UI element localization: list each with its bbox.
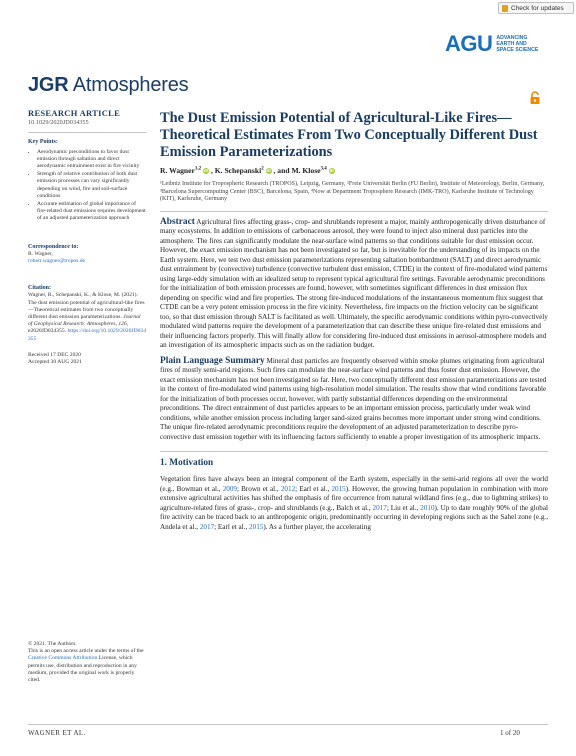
citation-heading: Citation: [28, 285, 51, 292]
accepted-date: Accepted 30 AUG 2021 [28, 359, 82, 366]
citation-year-link[interactable]: 2017 [372, 503, 387, 512]
correspondence-heading: Correspondence to: [28, 243, 79, 250]
key-point: • Aerodynamic preconditions to favor dust emission through saltation and direct aerodynamic entrainment exist in fire vicinity [37, 149, 146, 171]
motivation-text-segment: ). Up to date roughly 90% of the global fire activity can be traced back to an anthropogenic origin, predominantly occurring in developing regions such as the Sahel zone (e.g., Andela et al., [160, 503, 548, 531]
abstract-text: Agricultural fires affecting grass-, crop- and shrublands represent a major, mainly anthropogenically driven disturbance of many ecosystems. In addition to emissions of carbonaceous aerosol, they were found to inject also mineral dust particles into the atmosphere. The fires can significantly modulate the near-surface wind patterns so that conditions suitable for dust emission occur. However, the exact emission mechanism has not been investigated so far, but is inevitable for the understanding of its impacts on the Earth system. Here, we test two dust emission parameterizations representing saltation bombardment (SALT) and direct aerodynamic dust entrainment by (convective) turbulence (convective turbulent dust emission, CTDE) in the context of fire-modulated wind patterns using large-eddy simulation with an idealized setup to represent typical agricultural fire settings. Favorable aerodynamic preconditions for the initialization of both emission processes are found, however, with sometimes significant differences in dust emission flux depending on specific wind and fire properties. The strong fire-induced modulations of the instantaneous momentum flux suggest that CTDE can be a very potent emission process in the fire vicinity. Nevertheless, fire impacts on the friction velocity can be significant too, so that dust emission through SALT is facilitated as well. Ultimately, the specific aerodynamic conditions within pyro-convectively modulated wind patterns require the development of a parameterization that can describe these unique fire-related dust emissions and their influencing factors properly. This will finally allow for considering fire-induced dust emissions in aerosol-atmosphere models and an investigation of its atmospheric impacts such as on the radiation budget. [160, 217, 548, 350]
divider [160, 451, 548, 452]
key-point: • Strength of relative contribution of both dust emission processes can vary significantly depending on wind, fire and soil-surface conditions [37, 171, 146, 200]
author-name[interactable]: R. Wagner [160, 166, 195, 175]
divider [160, 211, 548, 212]
motivation-text-segment: ; Liu et al., [386, 503, 421, 512]
citation-doi-link[interactable]: https://doi.org/10.1029/2020JD034355 [28, 328, 146, 342]
citation-year-link[interactable]: 2017 [199, 522, 215, 531]
citation-year-link[interactable]: 2015 [249, 522, 264, 531]
open-access-lock-icon [528, 91, 542, 105]
received-date: Received 17 DEC 2020 [28, 351, 81, 358]
motivation-text-segment: ). However, the growing human population in combination with more extensive agricultural activities has shifted the emphasis of fire occurrence from natural wildland fires (e.g., due to lightning strikes) to agriculture-related fires of grass-, crop- and shrublands (e.g., Balch et al., [160, 484, 548, 512]
citation-year-link[interactable]: 2012 [280, 484, 296, 493]
plain-language-summary [160, 357, 548, 443]
creative-commons-link[interactable]: Creative Commons Attribution [28, 655, 98, 662]
orcid-icon[interactable]: iD [204, 168, 209, 173]
agu-logo [445, 31, 573, 57]
copyright-notice: © 2021. The Authors. This is an open access article under the terms of the Creative Commons Attribution License, which permits use, distribution and reproduction in any medium, provided the original work is properly cited. [28, 641, 144, 684]
key-point: • Accurate estimation of global importance of fire-related dust emissions requires development of an adjusted parameterization approach [37, 201, 146, 223]
correspondence-email-link[interactable]: robert.wagner@tropos.de [28, 258, 86, 265]
motivation-text-segment: Vegetation fires have always been an integral component of the Earth system, especially in the semi-arid regions all over the world (e.g., Bowman et al., [160, 475, 548, 493]
abstract [160, 218, 548, 351]
section-heading-motivation: 1. Motivation [160, 458, 214, 469]
motivation-text-segment: ; Brown et al., [236, 484, 281, 493]
author-list: R. Wagner$^{1,2}$ iD , K. Schepanski$^2$ iD , and M. Klose$^{3,4}$ iD [160, 166, 334, 175]
check-updates-label: Check for updates [511, 4, 564, 12]
author-name[interactable]: , and M. Klose [273, 166, 321, 175]
footer-running-head: WAGNER ET AL. [28, 729, 86, 737]
motivation-text-segment: ; Earl et al., [214, 522, 250, 531]
key-points-list [28, 149, 146, 223]
agu-tagline: ADVANCING EARTH AND SPACE SCIENCE [496, 35, 539, 53]
motivation-text [160, 475, 548, 532]
check-for-updates-button[interactable] [498, 2, 574, 14]
bookmark-icon [502, 5, 508, 12]
agu-wordmark: AGU [445, 31, 493, 56]
plain-language-summary-text: Mineral dust particles are frequently observed within smoke plumes originating from agricultural fires of mostly semi-arid regions. Such fires can modulate the near-surface wind patterns and thus foster dust emission. However, the exact emission mechanism has not been investigated so far. Here, two conceptually different dust emission parameterizations are tested in the context of fire-modulated wind patterns using high-resolution model simulation. The results show that wind conditions favorable for the initialization of both processes occur, however, with partly substantial differences depending on the environmental preconditions. The direct entrainment of dust particles appears to be an important emission process, particularly under weak wind conditions, while another emission process including larger sand-sized grains becomes more important under strong wind conditions. The unique fire-related aerodynamic preconditions require the development of an adjusted parameterization to describe pyro-convective dust emission together with its influencing factors sufficiently to enable a proper investigation of its atmospheric impacts. [160, 356, 547, 441]
author-name[interactable]: , K. Schepanski [210, 166, 262, 175]
citation-year-link[interactable]: 2009 [222, 484, 237, 493]
citation-year-link[interactable]: 2015 [331, 484, 346, 493]
abstract-heading: Abstract [160, 216, 195, 227]
correspondence-name: R. Wagner, [28, 250, 53, 257]
orcid-icon[interactable]: iD [266, 168, 271, 173]
key-points-heading: Key Points: [28, 139, 58, 146]
citation-text: Wagner, R., Schepanski, K., & Klose, M. (2021). The dust emission potential of agricultural-like fires—Theoretical estimates from two conceptually different dust emission parameterizations. Journal of Geophysical Research: Atmospheres, 126, e2020JD034355. https://doi.org/10.1029/2020JD034355 [28, 292, 146, 342]
sidebar [28, 110, 146, 366]
article-doi: 10.1029/2020JD034355 [28, 119, 89, 127]
motivation-text-segment: ). As a further player, the accelerating [263, 522, 371, 531]
divider [28, 132, 146, 133]
motivation-text-segment: ; Earl et al., [295, 484, 332, 493]
footer-page-number: 1 of 20 [500, 729, 520, 737]
main-content [160, 110, 548, 532]
plain-language-summary-heading: Plain Language Summary [160, 355, 265, 366]
orcid-icon[interactable]: iD [329, 168, 334, 173]
citation-year-link[interactable]: 2010 [420, 503, 435, 512]
article-type: RESEARCH ARTICLE [28, 108, 121, 118]
footer-divider [28, 724, 548, 725]
affiliations: ¹Leibniz Institute for Tropospheric Research (TROPOS), Leipzig, Germany, ²Freie Universität Berlin (FU Berlin), Institute of Meteorology, Berlin, Germany, ³Barcelona Supercomputing Center (BSC), Barcelona, Spain, ⁴Now at Department Troposphere Research (IMK-TRO), Karlsruhe Institute of Technology (KIT), Karlsruhe, Germany [160, 181, 545, 203]
paper-title: The Dust Emission Potential of Agricultural-Like Fires—Theoretical Estimates From Two Conceptually Different Dust Emission Parameterizations [160, 110, 538, 160]
journal-title: JGR Atmospheres [28, 74, 189, 96]
